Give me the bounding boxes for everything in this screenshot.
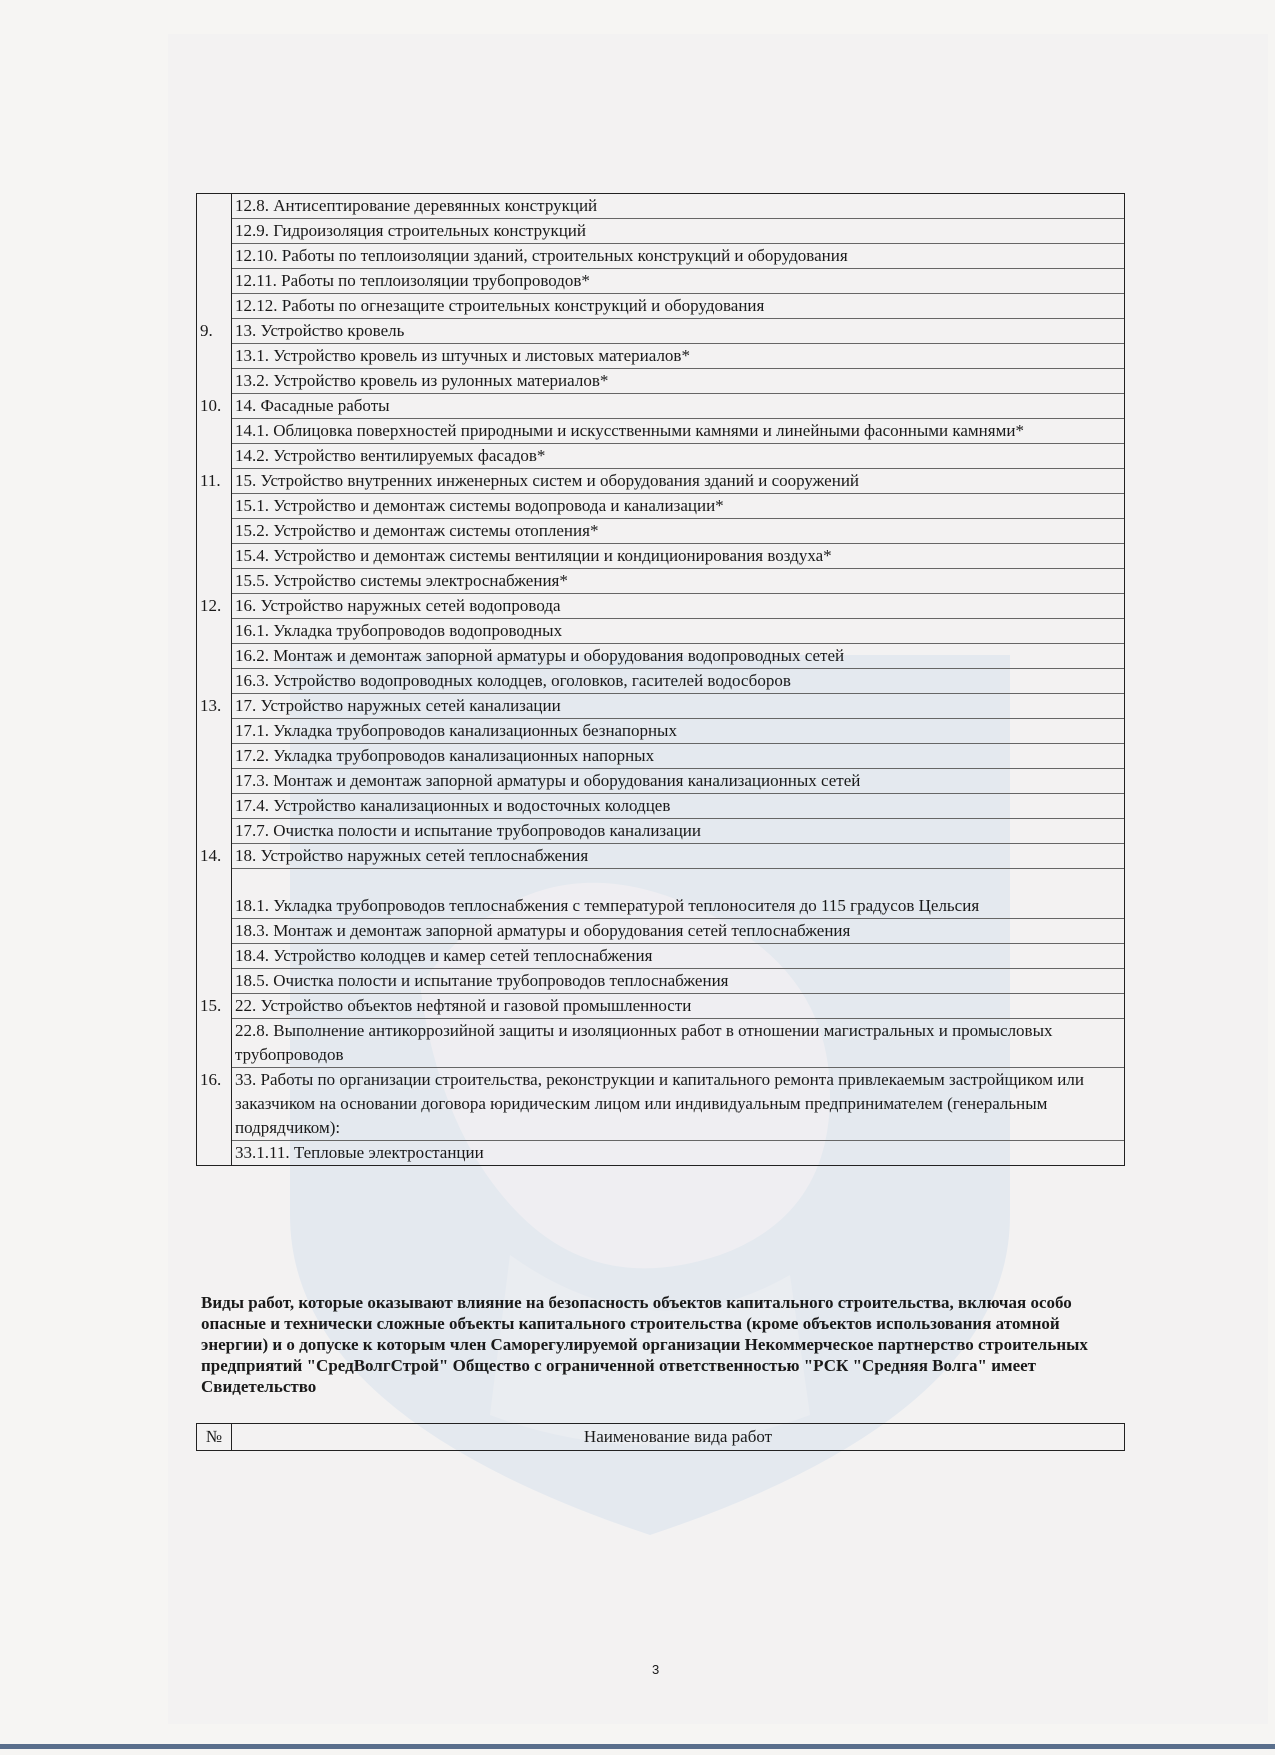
row-number [197, 719, 232, 744]
row-text: 16. Устройство наружных сетей водопровода [232, 594, 1124, 619]
row-number [197, 1141, 232, 1165]
table-row [197, 744, 1124, 769]
row-text: 14.2. Устройство вентилируемых фасадов* [232, 444, 1124, 469]
row-text: 12.8. Антисептирование деревянных конструкций [232, 194, 1124, 219]
row-number [197, 544, 232, 569]
table-row [197, 919, 1124, 944]
row-text: 12.9. Гидроизоляция строительных конструкций [232, 219, 1124, 244]
row-text: 14. Фасадные работы [232, 394, 1124, 419]
row-text: 12.10. Работы по теплоизоляции зданий, строительных конструкций и оборудования [232, 244, 1124, 269]
table-row [197, 469, 1124, 494]
table-row [197, 644, 1124, 669]
row-text: 18. Устройство наружных сетей теплоснабжения [232, 844, 1124, 869]
table-row [197, 1141, 1124, 1165]
table-row [197, 844, 1124, 869]
row-text: 12.12. Работы по огнезащите строительных конструкций и оборудования [232, 294, 1124, 319]
row-text: 17.7. Очистка полости и испытание трубопроводов канализации [232, 819, 1124, 844]
bottom-rule [0, 1744, 1275, 1749]
table-row [197, 319, 1124, 344]
row-text: 13. Устройство кровель [232, 319, 1124, 344]
row-text: 33.1.11. Тепловые электростанции [235, 1143, 484, 1162]
column-header-work-name: Наименование вида работ [583, 1427, 773, 1446]
row-text: 18.1. Укладка трубопроводов теплоснабжения с температурой теплоносителя до 115 градусов Цельсия [232, 869, 1124, 919]
table-row [197, 819, 1124, 844]
row-text: 33. Работы по организации строительства, реконструкции и капитального ремонта привлекаемым застройщиком или заказчиком на основании договора юридическим лицом или индивидуальным предпринимателем (генеральным подрядчиком): [232, 1068, 1124, 1141]
row-text: 18.3. Монтаж и демонтаж запорной арматуры и оборудования сетей теплоснабжения [232, 919, 1124, 944]
table-row [197, 444, 1124, 469]
row-number [197, 419, 232, 444]
row-number: 10. [197, 394, 232, 419]
row-number [197, 494, 232, 519]
row-text: 16.1. Укладка трубопроводов водопроводных [232, 619, 1124, 644]
row-text: 18.4. Устройство колодцев и камер сетей теплоснабжения [232, 944, 1124, 969]
row-number [197, 219, 232, 244]
row-text: 15.4. Устройство и демонтаж системы вентиляции и кондиционирования воздуха* [232, 544, 1124, 569]
row-number [197, 519, 232, 544]
works-table [196, 193, 1125, 1166]
row-text: 12.11. Работы по теплоизоляции трубопроводов* [232, 269, 1124, 294]
row-text: 15.5. Устройство системы электроснабжения* [232, 569, 1124, 594]
row-text: 16.3. Устройство водопроводных колодцев, оголовков, гасителей водосборов [232, 669, 1124, 694]
table-row [197, 494, 1124, 519]
table-row [197, 419, 1124, 444]
row-text: 17.2. Укладка трубопроводов канализационных напорных [232, 744, 1124, 769]
column-header-number: № [197, 1424, 232, 1450]
row-number [197, 869, 232, 919]
row-text: 17.3. Монтаж и демонтаж запорной арматуры и оборудования канализационных сетей [232, 769, 1124, 794]
row-number: 9. [197, 319, 232, 344]
page-number: 3 [652, 1662, 660, 1677]
row-text: 18.5. Очистка полости и испытание трубопроводов теплоснабжения [232, 969, 1124, 994]
row-text: 17. Устройство наружных сетей канализации [232, 694, 1124, 719]
row-text: 17.4. Устройство канализационных и водосточных колодцев [232, 794, 1124, 819]
table-row [197, 344, 1124, 369]
row-text: 13.2. Устройство кровель из рулонных материалов* [232, 369, 1124, 394]
table-row [197, 594, 1124, 619]
row-number [197, 369, 232, 394]
table-row [197, 769, 1124, 794]
row-number [197, 794, 232, 819]
row-number [197, 744, 232, 769]
table-row [197, 194, 1124, 219]
table-row [197, 544, 1124, 569]
row-number [197, 669, 232, 694]
table-row [197, 369, 1124, 394]
row-number [197, 944, 232, 969]
table-row [197, 1019, 1124, 1068]
row-number [197, 819, 232, 844]
table-row [197, 294, 1124, 319]
row-number: 11. [197, 469, 232, 494]
row-text: 22. Устройство объектов нефтяной и газовой промышленности [232, 994, 1124, 1019]
row-text: 15.2. Устройство и демонтаж системы отопления* [232, 519, 1124, 544]
row-number [197, 194, 232, 219]
table-row [197, 219, 1124, 244]
table-row [197, 669, 1124, 694]
row-number [197, 969, 232, 994]
table-row [197, 694, 1124, 719]
table-row [197, 569, 1124, 594]
table-row [197, 1068, 1124, 1141]
row-text: 14.1. Облицовка поверхностей природными и искусственными камнями и линейными фасонными камнями* [232, 419, 1124, 444]
row-number [197, 444, 232, 469]
row-number: 14. [197, 844, 232, 869]
table-row [197, 394, 1124, 419]
row-number [197, 294, 232, 319]
table-row [197, 269, 1124, 294]
row-text: 15. Устройство внутренних инженерных систем и оборудования зданий и сооружений [232, 469, 1124, 494]
row-number [197, 1019, 232, 1068]
works-table-header [196, 1423, 1125, 1451]
table-row [197, 869, 1124, 919]
row-number [197, 919, 232, 944]
table-row [197, 619, 1124, 644]
row-number [197, 569, 232, 594]
row-text: 22.8. Выполнение антикоррозийной защиты и изоляционных работ в отношении магистральных и промысловых трубопроводов [232, 1019, 1124, 1068]
row-number: 16. [197, 1068, 232, 1141]
row-number [197, 769, 232, 794]
table-row [197, 994, 1124, 1019]
row-number [197, 244, 232, 269]
section-heading: Виды работ, которые оказывают влияние на безопасность объектов капитального строительства, включая особо опасные и технически сложные объекты капитального строительства (кроме объектов использования атомной энергии) и о допуске к которым член Саморегулируемой организации Некоммерческое партнерство строительных предприятий "СредВолгСтрой" Общество с ограниченной ответственностью "РСК "Средняя Волга" имеет Свидетельство [201, 1293, 1088, 1396]
table-row [197, 244, 1124, 269]
row-number [197, 644, 232, 669]
table-row [197, 969, 1124, 994]
table-row [197, 794, 1124, 819]
row-number [197, 269, 232, 294]
row-text: 13.1. Устройство кровель из штучных и листовых материалов* [232, 344, 1124, 369]
table-row [197, 944, 1124, 969]
row-number [197, 344, 232, 369]
row-text: 15.1. Устройство и демонтаж системы водопровода и канализации* [232, 494, 1124, 519]
row-number: 15. [197, 994, 232, 1019]
row-text: 16.2. Монтаж и демонтаж запорной арматуры и оборудования водопроводных сетей [232, 644, 1124, 669]
row-text: 17.1. Укладка трубопроводов канализационных безнапорных [232, 719, 1124, 744]
row-number: 12. [197, 594, 232, 619]
table-row [197, 719, 1124, 744]
table-row [197, 519, 1124, 544]
row-number: 13. [197, 694, 232, 719]
row-number [197, 619, 232, 644]
